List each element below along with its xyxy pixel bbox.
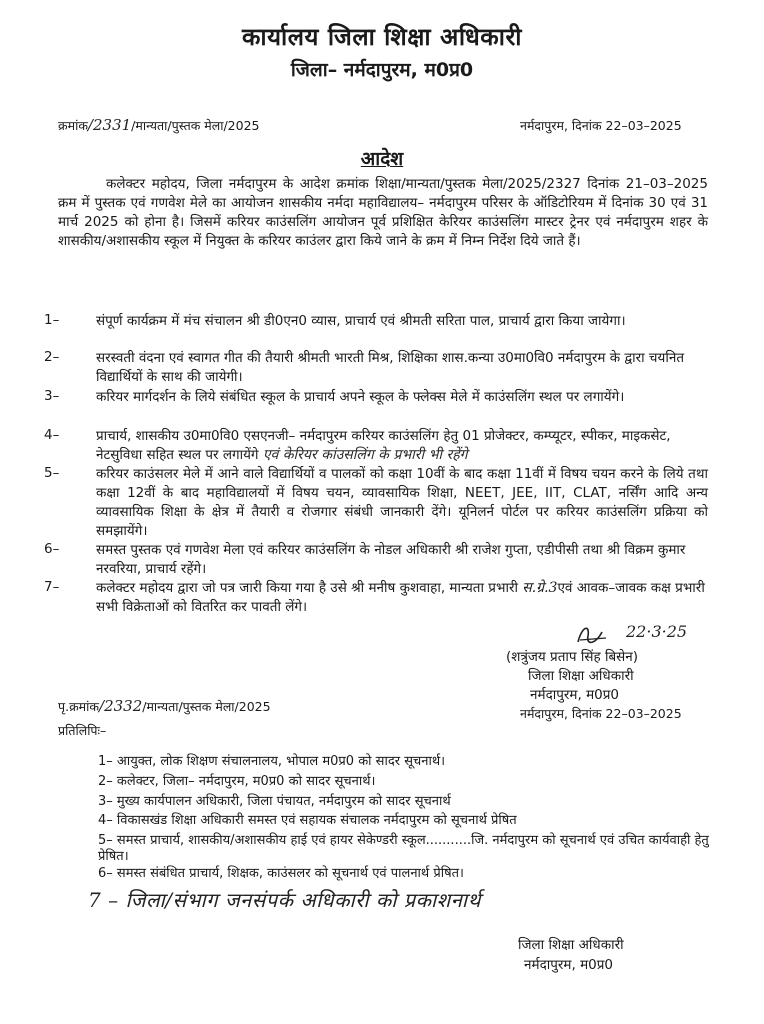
item-text: सरस्वती वंदना एवं स्वागत गीत की तैयारी श्रीमती भारती मिश्र, शिक्षिका शास.कन्या उ0मा0वि0 नर्मदापुरम के द्वारा चयनित विद्यार्थियों के साथ की जायेगी। — [96, 350, 685, 385]
copy-item: 1– आयुक्त, लोक शिक्षण संचालनालय, भोपाल म0प्र0 को सादर सूचनार्थ। — [98, 754, 446, 769]
item-text: संपूर्ण कार्यक्रम में मंच संचालन श्री डी0एन0 व्यास, प्राचार्य एवं श्रीमती सरिता पाल, प्राचार्य द्वारा किया जायेगा। — [96, 313, 626, 329]
signatory-place: नर्मदापुरम, म0प्र0 — [530, 687, 620, 703]
copy-item: 3– मुख्य कार्यपालन अधिकारी, जिला पंचायत, नर्मदापुरम को सादर सूचनार्थ — [98, 794, 451, 809]
office-title: कार्यालय जिला शिक्षा अधिकारी — [241, 23, 522, 51]
item-number: 1– — [44, 312, 60, 328]
item-text: समस्त पुस्तक एवं गणवेश मेला एवं करियर काउंसलिंग के नोडल अधिकारी श्री राजेश गुप्ता, एडीपीसी तथा श्री विक्रम कुमार नरवरिया, प्राचार्य रहेंगे। — [96, 542, 686, 577]
handwritten-ref-number: 2331 — [92, 116, 132, 134]
handwritten-endorsement-number: 2332 — [104, 697, 143, 715]
copy-7-handwritten: 7 – जिला/संभाग जनसंपर्क अधिकारी को प्रकाशनार्थ — [88, 888, 481, 912]
signature-block-2 — [0, 935, 764, 975]
item-number: 6– — [44, 541, 60, 557]
reference-number: क्रमांक/2331/मान्यता/पुस्तक मेला/2025 — [58, 116, 260, 134]
copy-item: 4– विकासखंड शिक्षा अधिकारी समस्त एवं सहायक संचालक नर्मदापुरम को सूचनार्थ प्रेषित — [98, 813, 517, 828]
endorsement-place-date: नर्मदापुरम, दिनांक 22–03–2025 — [520, 706, 682, 721]
item-number: 2– — [44, 349, 60, 365]
signatory-title: जिला शिक्षा अधिकारी — [528, 668, 634, 684]
item-text: करियर मार्गदर्शन के लिये संबंधित स्कूल के प्राचार्य अपने स्कूल के फ्लेक्स मेले में काउंसलिंग स्थल पर लगायेंगे। — [96, 389, 625, 405]
item-text: करियर काउंसलर मेले में आने वाले विद्यार्थियों व पालकों को कक्षा 10वीं के बाद कक्षा 11वीं में विषय चयन करने के लिये तथा कक्षा 12वीं के बाद महाविद्यालयों में विषय चयन, व्यावसायिक शिक्षा, NEET, JEE, IIT, CLAT, नर्सिंग आदि अन्य व्यावसायिक शिक्षा के क्षेत्र में तैयारी व रोजगार संबंधी जानकारी देंगे। यूनिलर्न पोर्टल पर करियर काउंसलिंग प्रक्रिया को समझायेंगे। — [96, 466, 708, 539]
item-text: कलेक्टर महोदय द्वारा जो पत्र जारी किया गया है उसे श्री मनीष कुशवाहा, मान्यता प्रभारी स.ग्रे.3एवं आवक–जावक कक्ष प्रभारी सभी विक्रेताओं को वितरित कर पावती लेंगे। — [96, 580, 705, 615]
intro-paragraph: कलेक्टर महोदय, जिला नर्मदापुरम के आदेश क्रमांक शिक्षा/मान्यता/पुस्तक मेला/2025/2327 दिनांक 21–03–2025 क्रम में पुस्तक एवं गणवेश मेले का आयोजन शासकीय नर्मदा महाविद्यालय– नर्मदापुरम परिसर के ऑडिटोरियम में दिनांक 30 एवं 31 मार्च 2025 को होना है। जिसमें करियर काउंसलिंग आयोजन पूर्व प्रशिक्षित केरियर काउंसलिंग मास्टर ट्रेनर एवं नर्मदापुरम शहर के शासकीय/अशासकीय स्कूल में नियुक्त के करियर काउंलर द्वारा किये जाने के क्रम में निम्न निर्देश दिये जाते हैं। — [58, 176, 708, 249]
copy-item: 5– समस्त प्राचार्य, शासकीय/अशासकीय हाई एवं हायर सेकेण्डरी स्कूल...........जि. नर्मदापुरम को सूचनार्थ एवं उचित कार्यवाही हेतु प्रेषित। — [98, 833, 709, 864]
endorsement-number: पृ.क्रमांक/2332/मान्यता/पुस्तक मेला/2025 — [58, 697, 271, 715]
signatory-place-2: नर्मदापुरम, म0प्र0 — [524, 957, 614, 973]
handwritten-addition: एवं केरियर कांउसलिंग के प्रभारी भी रहेंगे — [262, 447, 468, 463]
signature-date: 22·3·25 — [626, 622, 688, 641]
signatory-name: (शत्रुंजय प्रताप सिंह बिसेन) — [506, 649, 639, 665]
item-number: 7– — [44, 579, 60, 595]
copy-item: 6– समस्त संबंधित प्राचार्य, शिक्षक, काउंसलर को सूचनार्थ एवं पालनार्थ प्रेषित। — [98, 866, 464, 881]
item-number: 5– — [44, 465, 60, 481]
signatory-title-2: जिला शिक्षा अधिकारी — [518, 937, 624, 953]
copy-item: 2– कलेक्टर, जिला– नर्मदापुरम, म0प्र0 को सादर सूचनार्थ। — [98, 774, 376, 789]
district-title: जिला– नर्मदापुरम, म0प्र0 — [290, 59, 474, 81]
item-number: 4– — [44, 427, 60, 443]
copy-label: प्रतिलिपिः– — [58, 723, 107, 738]
signature-1 — [572, 618, 722, 652]
item-number: 3– — [44, 388, 60, 404]
order-place-date: नर्मदापुरम, दिनांक 22–03–2025 — [520, 118, 682, 133]
order-heading: आदेश — [360, 148, 404, 170]
handwritten-insertion: स.ग्रे.3 — [522, 580, 558, 596]
item-text: प्राचार्य, शासकीय उ0मा0वि0 एसएनजी– नर्मदापुरम करियर काउंसलिंग हेतु 01 प्रोजेक्टर, कम्प्यूटर, स्पीकर, माइकसेट, नेटसुविधा सहित स्थल पर लगायेंगे एवं केरियर कांउसलिंग के प्रभारी भी रहेंगे — [96, 428, 671, 463]
